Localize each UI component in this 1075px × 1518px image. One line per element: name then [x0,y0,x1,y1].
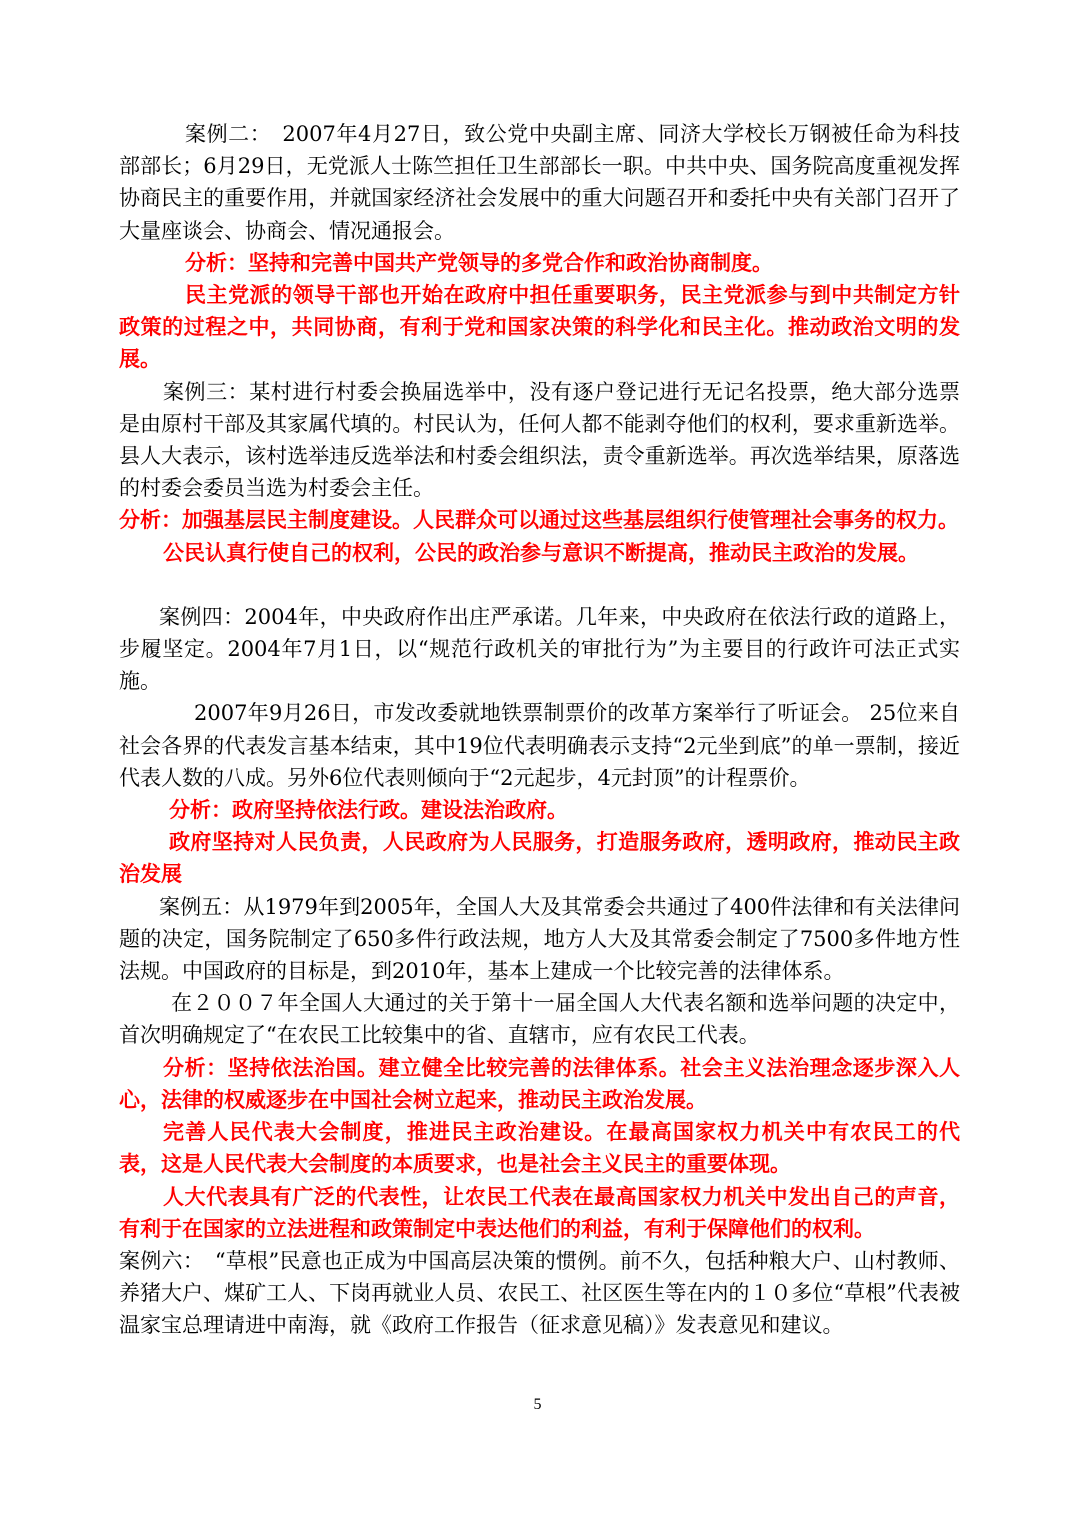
section-spacer [119,569,960,601]
case-five-analysis: 分析：坚持依法治国。建立健全比较完善的法律体系。社会主义法治理念逐步深入人心，法律的权威逐步在中国社会树立起来，推动民主政治发展。 [119,1055,960,1112]
case-five-analysis-detail-2: 人大代表具有广泛的代表性，让农民工代表在最高国家权力机关中发出自己的声音，有利于在国家的立法进程和政策制定中表达他们的利益，有利于保障他们的权利。 [119,1184,960,1241]
case-three-analysis-detail: 公民认真行使自己的权利，公民的政治参与意识不断提高，推动民主政治的发展。 [163,540,919,565]
case-two-text: 案例二： 2007年4月27日，致公党中央副主席、同济大学校长万钢被任命为科技部部长；6月29日，无党派人士陈竺担任卫生部部长一职。中共中央、国务院高度重视发挥协商民主的重要作用，并就国家经济社会发展中的重大问题召开和委托中央有关部门召开了大量座谈会、协商会、情况通报会。 [119,122,960,243]
case-six-text: 案例六： “草根”民意也正成为中国高层决策的惯例。前不久，包括种粮大户、山村教师、养猪大户、煤矿工人、下岗再就业人员、农民工、社区医生等在内的１０多位“草根”代表被温家宝总理请进中南海，就《政府工作报告（征求意见稿）》发表意见和建议。 [119,1248,960,1338]
case-five-analysis-detail-1: 完善人民代表大会制度，推进民主政治建设。在最高国家权力机关中有农民工的代表，这是人民代表大会制度的本质要求，也是社会主义民主的重要体现。 [119,1120,960,1177]
case-four-hearing-text: 2007年9月26日，市发改委就地铁票制票价的改革方案举行了听证会。 25位来自社会各界的代表发言基本结束，其中19位代表明确表示支持“2元坐到底”的单一票制，接近代表人数的八成。另外6位代表则倾向于“2元起步，4元封顶”的计程票价。 [119,701,960,790]
page-number: 5 [533,1396,542,1413]
case-four-analysis-detail: 政府坚持对人民负责，人民政府为人民服务，打造服务政府，透明政府，推动民主政治发展 [119,830,960,887]
case-five-text: 案例五：从1979年到2005年，全国人大及其常委会共通过了400件法律和有关法律问题的决定，国务院制定了650多件行政法规，地方人大及其常委会制定了7500多件地方性法规。中国政府的目标是，到2010年，基本上建成一个比较完善的法律体系。 [119,894,960,984]
case-four-text: 案例四：2004年，中央政府作出庄严承诺。几年来，中央政府在依法行政的道路上，步履坚定。2004年7月1日，以“规范行政机关的审批行为”为主要目的行政许可法正式实施。 [119,604,960,694]
case-three-text: 案例三：某村进行村委会换届选举中，没有逐户登记进行无记名投票，绝大部分选票是由原村干部及其家属代填的。村民认为，任何人都不能剥夺他们的权利，要求重新选举。县人大表示，该村选举违反选举法和村委会组织法，责令重新选举。再次选举结果，原落选的村委会委员当选为村委会主任。 [119,379,960,501]
case-five-decision-text: 在２００７年全国人大通过的关于第十一届全国人大代表名额和选举问题的决定中，首次明确规定了“在农民工比较集中的省、直辖市，应有农民工代表。 [119,991,960,1048]
case-three-analysis: 分析：加强基层民主制度建设。人民群众可以通过这些基层组织行使管理社会事务的权力。 [119,508,959,533]
case-two-analysis: 分析：坚持和完善中国共产党领导的多党合作和政治协商制度。 [185,250,773,275]
case-two-analysis-detail: 民主党派的领导干部也开始在政府中担任重要职务，民主党派参与到中共制定方针政策的过程之中，共同协商，有利于党和国家决策的科学化和民主化。推动政治文明的发展。 [119,283,960,372]
case-four-analysis: 分析：政府坚持依法行政。建设法治政府。 [169,798,568,823]
